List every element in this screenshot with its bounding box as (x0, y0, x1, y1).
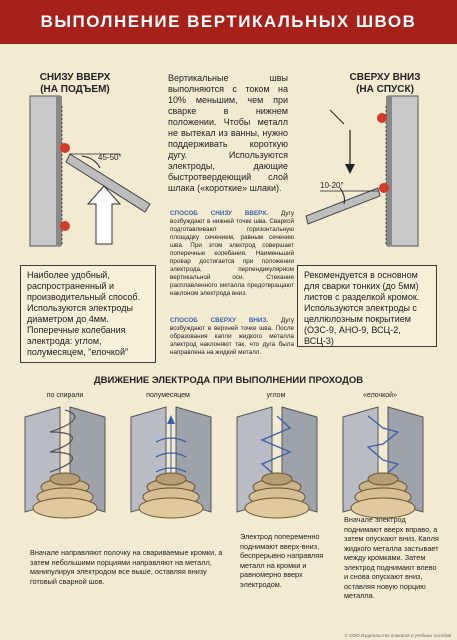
left-heading-line2: (НА ПОДЪЕМ) (40, 84, 110, 95)
variant-label-crescent: полумесяцем (146, 392, 190, 399)
method-up-label: СПОСОБ СНИЗУ ВВЕРХ. (170, 210, 269, 217)
left-heading (20, 72, 130, 96)
bottom-text-spiral: Вначале направляют полочку на свариваемые кромки, а затем небольшими порциями направляют на металл, манипулируя электродом все выше, оставляя внизу готовый сварной шов. (30, 548, 223, 586)
left-weld-top (60, 143, 70, 153)
right-weld-bottom (379, 183, 389, 193)
variant-label-spiral: по спирали (46, 392, 84, 399)
method-down (170, 317, 294, 357)
page-title: ВЫПОЛНЕНИЕ ВЕРТИКАЛЬНЫХ ШВОВ (40, 12, 417, 31)
right-note-box (297, 265, 437, 347)
variant-spiral-diagram (20, 402, 110, 527)
left-weld-bottom (60, 221, 70, 231)
method-up-text: Дугу возбуждают в нижней точке шва. Сваркой подготавливают горизонтальную площадку сечением, равным сечению шва. При этом электрод совершает поперечные колебания. Наименьший провар достигается при положении электрода, перпендикулярном вертикальной оси. Стекание расплавленного металла предотвращают наклоном электрода вниз. (170, 210, 294, 297)
method-up (170, 210, 294, 298)
bottom-text-angle: Электрод попеременно поднимают вверх-вниз, беспрерывно направляя металл на кромки и равномерно вверх электродом. (240, 532, 324, 589)
variant-label-herringbone: «елочкой» (363, 392, 397, 399)
section-title: ДВИЖЕНИЕ ЭЛЕКТРОДА ПРИ ВЫПОЛНЕНИИ ПРОХОДОВ (93, 375, 364, 386)
right-heading-line1: СВЕРХУ ВНИЗ (349, 72, 421, 83)
left-note-box (20, 265, 156, 363)
bottom-text-herringbone: Вначале электрод поднимают вверх вправо, а затем опускают вниз. Капля жидкого металла застывает между кромками. Затем электрод поднимают влево и снова опускают вниз, оставляя новую порцию металла. (344, 515, 439, 600)
up-arrow-icon (88, 186, 120, 244)
right-angle-label: 10-20° (320, 181, 344, 190)
left-note-text: Наиболее удобный, распространенный и производительный способ. Используются электроды диаметром до 4мм. Поперечные колебания электрода: углом, полумесяцем, "елочкой" (27, 270, 141, 357)
variant-label-angle: углом (266, 392, 286, 399)
left-heading-line1: СНИЗУ ВВЕРХ (39, 72, 111, 83)
variant-herringbone-diagram (338, 402, 428, 527)
right-plate (388, 96, 418, 246)
down-arrow-icon (345, 164, 355, 174)
footer-credit: © ООО Издательство плакатов и учебных пособий (344, 633, 451, 638)
left-angle-label: 45-50° (98, 153, 122, 162)
right-heading (330, 72, 440, 96)
method-down-text: Дугу возбуждают в верхней точке шва. После образования капли жидкого металла электрод наклоняют так, что дуга была направлена на жидкий металл. (170, 317, 294, 356)
right-diagram (300, 96, 440, 266)
variant-angle-diagram (232, 402, 322, 527)
title-banner (0, 0, 457, 44)
center-intro: Вертикальные швы выполняются с током на 10% меньшим, чем при сварке в нижнем положении. Чтобы металл не вытекал из ванны, нужно поддерживать короткую дугу. Используются электроды, дающие быстротвердеющий слой шлака («короткие» шлаки). (168, 73, 288, 193)
left-diagram (10, 96, 170, 266)
method-down-label: СПОСОБ СВЕРХУ ВНИЗ. (170, 317, 269, 324)
variant-crescent-diagram (126, 402, 216, 527)
right-weld-top (377, 113, 387, 123)
right-heading-line2: (НА СПУСК) (356, 84, 414, 95)
left-plate (30, 96, 60, 246)
right-note-text: Рекомендуется в основном для сварки тонких (до 5мм) листов с разделкой кромок. Используются электроды с целлюлозным покрытием (ОЗС-9, АНО-9, ВСЦ-2, ВСЦ-3) (304, 270, 420, 346)
